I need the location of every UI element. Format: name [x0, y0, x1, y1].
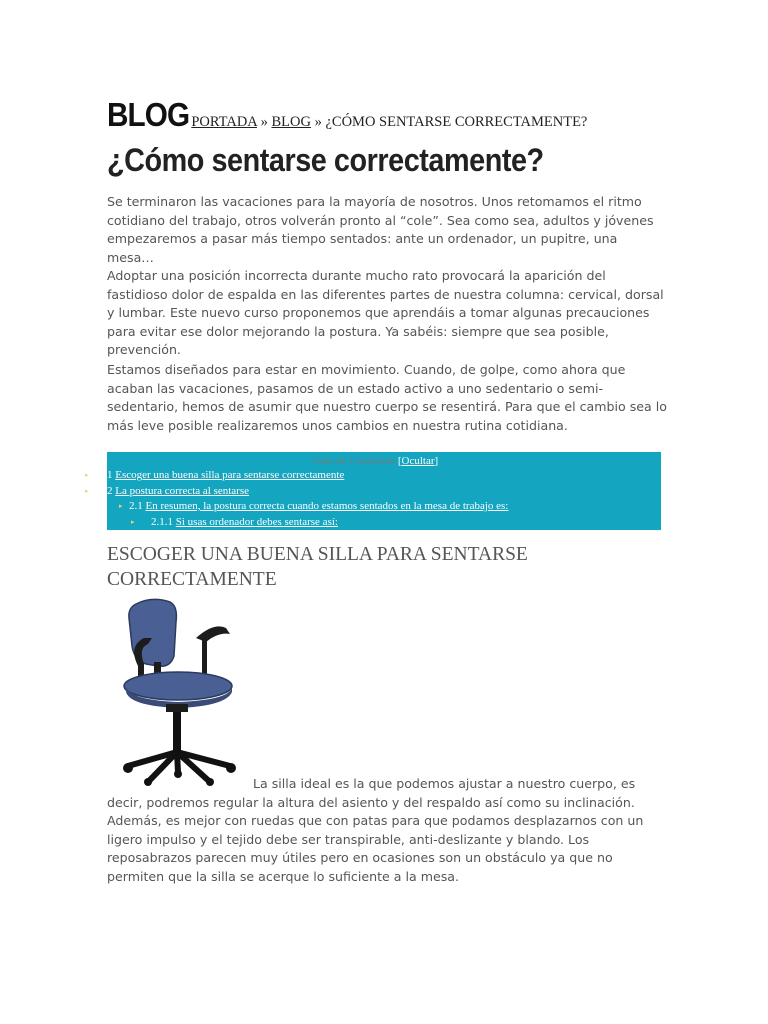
- toc-item-link[interactable]: Escoger una buena silla para sentarse correctamente: [115, 469, 345, 481]
- toc-item-link[interactable]: La postura correcta al sentarse: [115, 485, 250, 497]
- page-title: ¿Cómo sentarse correctamente?: [107, 142, 544, 178]
- bullet-icon: ▸: [119, 502, 123, 510]
- bullet-icon: ▸: [131, 518, 135, 526]
- toc-item[interactable]: [85, 469, 345, 481]
- toc-item-link[interactable]: En resumen, la postura correcta cuando estamos sentados en la mesa de trabajo es:: [145, 500, 509, 512]
- breadcrumb-current: ¿CÓMO SENTARSE CORRECTAMENTE?: [325, 114, 588, 130]
- toc-item-number: 2.1: [129, 500, 143, 512]
- toc-item-number: 2.1.1: [151, 516, 173, 528]
- breadcrumb: [191, 114, 587, 131]
- breadcrumb-blog-link[interactable]: BLOG: [271, 114, 311, 130]
- breadcrumb-separator: »: [256, 114, 272, 130]
- bullet-icon: ▸: [85, 487, 89, 495]
- bullet-icon: ▸: [85, 471, 89, 479]
- chair-paragraph: La silla ideal es la que podemos ajustar a nuestro cuerpo, es decir, podremos regular la altura del asiento y del respaldo así como su inclinación. Además, es mejor con ruedas que con patas para que podamos desplazarnos con un ligero impulso y el tejido debe ser transpirable, anti-deslizante y blando. Los reposabrazos parecen muy útiles pero en ocasiones son un obstáculo ya que no permiten que la silla se acerque lo suficiente a la mesa.: [107, 776, 644, 884]
- breadcrumb-separator: »: [310, 114, 326, 130]
- toc-item[interactable]: [85, 485, 250, 497]
- intro-paragraph: Se terminaron las vacaciones para la mayoría de nosotros. Unos retomamos el ritmo cotidiano del trabajo, otros volverán pronto al “cole”. Sea como sea, adultos y jóvenes empezaremos a pasar más tiempo sentados: ante un ordenador, un pupitre, una mesa…: [107, 194, 654, 265]
- toc-hide-toggle[interactable]: Ocultar: [401, 455, 435, 467]
- toc-item-link[interactable]: Si usas ordenador debes sentarse así:: [175, 516, 338, 528]
- blog-header: [107, 96, 707, 134]
- toc-item[interactable]: [119, 500, 509, 512]
- breadcrumb-home-link[interactable]: PORTADA: [191, 114, 257, 130]
- toc-item[interactable]: [131, 516, 338, 528]
- blog-label: BLOG: [107, 96, 190, 133]
- movement-paragraph: Estamos diseñados para estar en movimiento. Cuando, de golpe, como ahora que acaban las vacaciones, pasamos de un estado activo a uno sedentario o semi-sedentario, hemos de asumir que nuestro cuerpo se resentirá. Para que el cambio sea lo más leve posible realizaremos unos cambios en nuestra rutina cotidiana.: [107, 362, 667, 433]
- toc-header: Guía de Contenido [Ocultar]: [312, 455, 439, 467]
- toc-item-number: 2: [107, 485, 113, 497]
- office-chair-image: [118, 596, 248, 786]
- toc-item-number: 1: [107, 469, 113, 481]
- section-heading: ESCOGER UNA BUENA SILLA PARA SENTARSE CORRECTAMENTE: [107, 544, 528, 590]
- toc-title: Guía de Contenido: [312, 455, 396, 467]
- table-of-contents: [85, 452, 661, 530]
- back-pain-paragraph: Adoptar una posición incorrecta durante mucho rato provocará la aparición del fastidioso dolor de espalda en las diferentes partes de nuestra columna: cervical, dorsal y lumbar. Este nuevo curso proponemos que aprendáis a tomar algunas precauciones para evitar ese dolor mejorando la postura. Ya sabéis: siempre que sea posible, prevención.: [107, 268, 664, 357]
